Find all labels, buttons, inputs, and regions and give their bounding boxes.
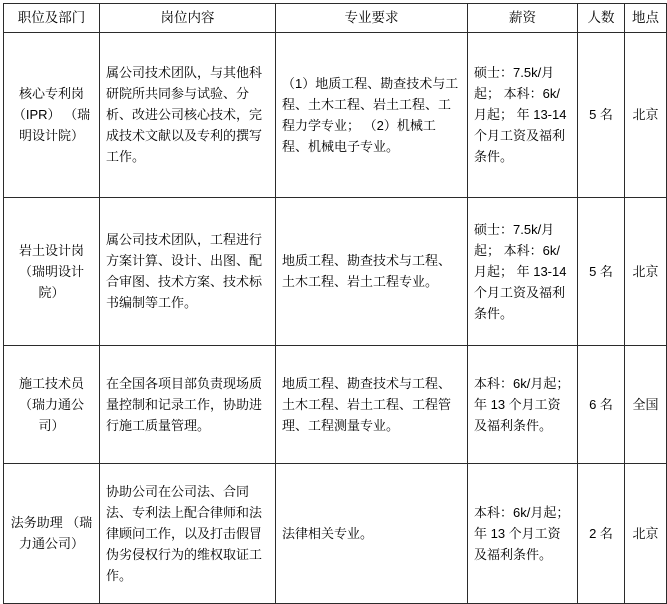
cell-count: 5 名 [578, 32, 625, 197]
cell-count: 2 名 [578, 463, 625, 603]
table-row [4, 197, 667, 345]
cell-duty: 在全国各项目部负责现场质量控制和记录工作，协助进行施工质量管理。 [100, 345, 276, 463]
table-header-row [4, 4, 667, 33]
column-header-count: 人数 [578, 4, 625, 33]
cell-place: 北京 [625, 197, 667, 345]
cell-duty: 属公司技术团队，工程进行方案计算、设计、出图、配合审图、技术方案、技术标书编制等工作。 [100, 197, 276, 345]
cell-place: 北京 [625, 463, 667, 603]
cell-post: 施工技术员 （瑞力通公司） [4, 345, 100, 463]
column-header-place: 地点 [625, 4, 667, 33]
cell-count: 5 名 [578, 197, 625, 345]
cell-major: 地质工程、勘查技术与工程、土木工程、岩土工程专业。 [276, 197, 468, 345]
recruitment-table [3, 3, 667, 604]
cell-place: 全国 [625, 345, 667, 463]
column-header-major: 专业要求 [276, 4, 468, 33]
cell-salary: 本科：6k/月起； 年 13 个月工资及福利条件。 [468, 345, 578, 463]
cell-count: 6 名 [578, 345, 625, 463]
cell-duty: 协助公司在公司法、合同法、专利法上配合律师和法律顾问工作，以及打击假冒伪劣侵权行为的维权取证工作。 [100, 463, 276, 603]
table-row [4, 463, 667, 603]
column-header-post: 职位及部门 [4, 4, 100, 33]
cell-place: 北京 [625, 32, 667, 197]
cell-salary: 硕士：7.5k/月起； 本科：6k/月起； 年 13-14 个月工资及福利条件。 [468, 197, 578, 345]
table-row [4, 32, 667, 197]
column-header-duty: 岗位内容 [100, 4, 276, 33]
cell-post: 核心专利岗 （IPR） （瑞明设计院） [4, 32, 100, 197]
cell-post: 岩土设计岗 （瑞明设计院） [4, 197, 100, 345]
cell-major: 法律相关专业。 [276, 463, 468, 603]
cell-salary: 硕士：7.5k/月起； 本科：6k/月起； 年 13-14 个月工资及福利条件。 [468, 32, 578, 197]
column-header-salary: 薪资 [468, 4, 578, 33]
cell-duty: 属公司技术团队，与其他科研院所共同参与试验、分析、改进公司核心技术，完成技术文献以及专利的撰写工作。 [100, 32, 276, 197]
cell-major: 地质工程、勘查技术与工程、土木工程、岩土工程、工程管理、工程测量专业。 [276, 345, 468, 463]
cell-salary: 本科：6k/月起； 年 13 个月工资及福利条件。 [468, 463, 578, 603]
cell-major: （1）地质工程、勘查技术与工程、土木工程、岩土工程、工程力学专业； （2）机械工程、机械电子专业。 [276, 32, 468, 197]
table-row [4, 345, 667, 463]
cell-post: 法务助理 （瑞力通公司） [4, 463, 100, 603]
